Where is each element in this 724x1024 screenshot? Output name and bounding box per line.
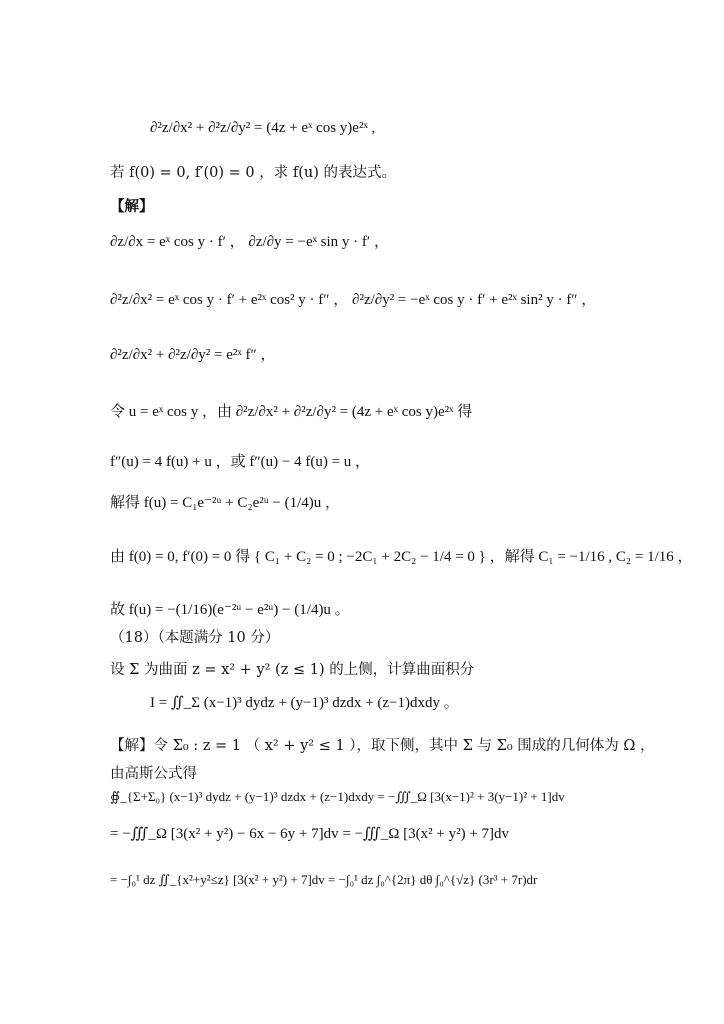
- solution-18-intro: 【解】令 Σ₀ : z = 1 （ x² + y² ≤ 1 ），取下侧，其中 Σ 与 Σ₀ 围成的几何体为 Ω ，: [110, 738, 655, 754]
- first-partials: ∂z/∂x = eˣ cos y · f′ ， ∂z/∂y = −eˣ sin y · f′ ，: [110, 234, 389, 250]
- problem-condition: 若 f(0) = 0, f′(0) = 0 ，求 f(u) 的表达式。: [110, 165, 396, 181]
- initial-conditions: 由 f(0) = 0, f′(0) = 0 得 { C₁ + C₂ = 0 ; −2C₁ + 2C₂ − 1/4 = 0 } ，解得 C₁ = −1/16 , C₂ = 1/16 ，: [110, 549, 693, 565]
- solution-heading: 【解】: [110, 198, 154, 215]
- gauss-formula-text: 由高斯公式得: [110, 766, 197, 782]
- general-solution: 解得 f(u) = C₁e⁻²ᵘ + C₂e²ᵘ − (1/4)u ，: [110, 495, 341, 511]
- gauss-equation-2: = −∭_Ω [3(x² + y²) − 6x − 6y + 7]dv = −∭_Ω [3(x² + y²) + 7]dv: [110, 826, 510, 842]
- ode-equation: f″(u) = 4 f(u) + u ，或 f″(u) − 4 f(u) = u ，: [110, 454, 371, 470]
- gauss-equation-3: = −∫₀¹ dz ∬_{x²+y²≤z} [3(x² + y²) + 7]dv = −∫₀¹ dz ∫₀^{2π} dθ ∫₀^{√z} (3r³ + 7r)dr: [110, 872, 538, 887]
- problem-18-statement: 设 Σ 为曲面 z = x² + y² (z ≤ 1) 的上侧，计算曲面积分: [110, 662, 475, 678]
- laplacian-result: ∂²z/∂x² + ∂²z/∂y² = e²ˣ f″ ，: [110, 347, 276, 363]
- gauss-equation-1: ∯_{Σ+Σ₀} (x−1)³ dydz + (y−1)³ dzdx + (z−1)dxdy = −∭_Ω [3(x−1)² + 3(y−1)² + 1]dv: [110, 789, 565, 804]
- problem-18-heading: （18）（本题满分 10 分）: [110, 630, 280, 646]
- final-answer: 故 f(u) = −(1/16)(e⁻²ᵘ − e²ᵘ) − (1/4)u 。: [110, 602, 350, 618]
- second-partials: ∂²z/∂x² = eˣ cos y · f′ + e²ˣ cos² y · f″ ， ∂²z/∂y² = −eˣ cos y · f′ + e²ˣ sin² y · f″ ，: [110, 292, 597, 308]
- equation-pde: ∂²z/∂x² + ∂²z/∂y² = (4z + eˣ cos y)e²ˣ ,: [150, 120, 376, 136]
- surface-integral: I = ∬_Σ (x−1)³ dydz + (y−1)³ dzdx + (z−1)dxdy 。: [150, 695, 459, 711]
- substitution-step: 令 u = eˣ cos y ，由 ∂²z/∂x² + ∂²z/∂y² = (4z + eˣ cos y)e²ˣ 得: [110, 404, 473, 420]
